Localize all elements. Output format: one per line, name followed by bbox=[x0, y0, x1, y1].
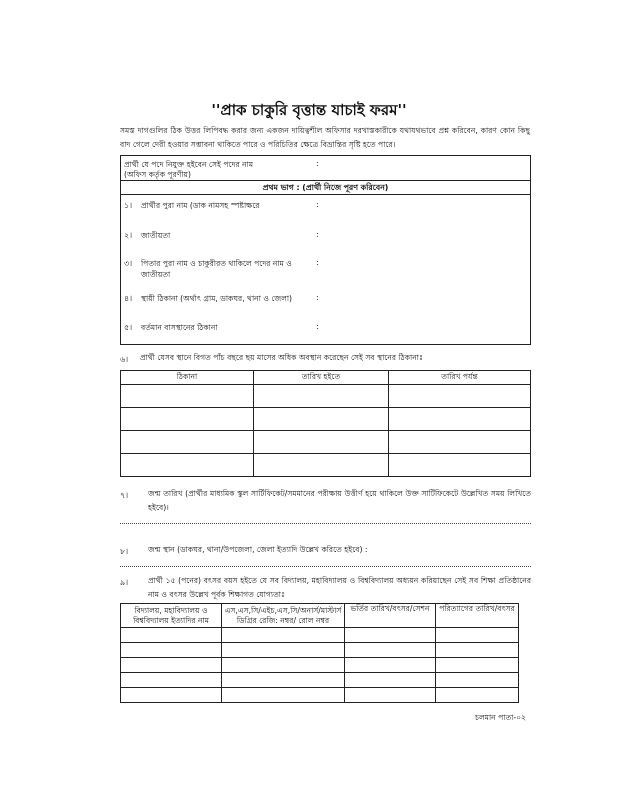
table-row bbox=[121, 408, 531, 431]
q8-text: জন্ম স্থান (ডাকঘর, থানা/উপজেলা, জেলা ইত্যাদি উল্লেখ করিতে হইবে) : bbox=[148, 545, 368, 554]
table-row bbox=[121, 688, 519, 703]
applicant-info-box bbox=[120, 155, 531, 345]
item-number: ২। bbox=[124, 231, 133, 240]
full-name-label: প্রার্থীর পুরা নাম (ডাক নামসহ স্পষ্টাক্ষরে bbox=[141, 201, 260, 210]
q6-number: ৬। bbox=[120, 355, 129, 364]
item-number: ৪। bbox=[124, 294, 133, 303]
page-title: ''প্রাক চাকুরি বৃত্তান্ত যাচাই ফরম'' bbox=[211, 101, 407, 119]
item-number: ৫। bbox=[124, 323, 133, 332]
q8-number: ৮। bbox=[120, 547, 129, 556]
q6-text: প্রার্থী যেসব স্থানে বিগত পাঁচ বছরে ছয় মাসের অধিক অবস্থান করেছেন সেই সব স্থানের ঠিকানাঃ bbox=[140, 353, 424, 362]
col-header: পরিত্যাগের তারিখ/বৎসর bbox=[436, 604, 519, 628]
fill-line bbox=[120, 523, 531, 524]
table-row bbox=[121, 431, 531, 454]
present-address-label: বর্তমান বাসস্থানের ঠিকানা bbox=[141, 323, 218, 332]
section-heading: প্রথম ভাগ : (প্রার্থী নিজে পূরণ করিবেন) bbox=[262, 183, 389, 192]
fill-line bbox=[120, 566, 531, 567]
father-nationality-label: জাতীয়তা bbox=[141, 270, 171, 279]
item-number: ৩। bbox=[124, 259, 133, 268]
education-table bbox=[120, 603, 519, 703]
col-header: তারিখ হইতে bbox=[254, 371, 389, 385]
field-colon: : bbox=[316, 293, 319, 302]
table-row bbox=[121, 628, 519, 643]
field-colon: : bbox=[316, 230, 319, 239]
father-name-label: পিতার পুরা নাম ও চাকুরীরত থাকিলে পদের নাম ও bbox=[141, 259, 292, 268]
post-name-colon: : bbox=[316, 159, 319, 168]
q7-number: ৭। bbox=[120, 491, 129, 500]
table-row bbox=[121, 658, 519, 673]
post-name-label: প্রার্থী যে পদে নিযুক্ত হইবেন সেই পদের নাম bbox=[124, 160, 254, 169]
col-header: বিদ্যালয়, মহাবিদ্যালয় ও বিশ্ববিদ্যালয় ইত্যাদির নাম bbox=[121, 604, 222, 628]
q9-text: প্রার্থী ১৫ (পনের) বৎসর বয়স হইতে যে সব বিদ্যালয়, মহাবিদ্যালয় ও বিশ্ববিদ্যালয় অধ্যয়ন করিয়াছেন সেই সব শিক্ষা প্রতিষ্ঠানের নাম ও বৎসর উল্লেখ পূর্বক শিক্ষাগত যোগ্যতাঃ bbox=[148, 576, 531, 599]
table-row bbox=[121, 385, 531, 408]
intro-paragraph: সমস্ত দাগগুলির ঠিক উত্তর লিপিবদ্ধ করার জন্য একজন দায়িত্বশীল অফিসার দরখাস্তকারীকে যথাযথভাবে প্রশ্ন করিবেন, কারণ কোন কিছু বাদ গেলে দেরী হওয়ার সম্ভাবনা থাকিতে পারে ও পরিচিতির ক্ষেত্রে বিভ্রান্তির সৃষ্টি হতে পারে। bbox=[120, 126, 530, 149]
field-colon: : bbox=[316, 258, 319, 267]
table-row bbox=[121, 454, 531, 477]
item-number: ১। bbox=[124, 201, 133, 210]
page-continuation: চলমান পাতা-০২ bbox=[475, 713, 526, 722]
nationality-label: জাতীয়তা bbox=[141, 231, 171, 240]
col-header: এস,এস,সি/এইচ,এস,সি/অনার্স/মাস্টার্স ডিগ্রির রেজি: নম্বর/ রোল নম্বর bbox=[222, 604, 345, 628]
field-colon: : bbox=[316, 200, 319, 209]
field-colon: : bbox=[316, 322, 319, 331]
col-header: ভর্তির তারিখ/বৎসর/সেশন bbox=[345, 604, 436, 628]
residence-table bbox=[120, 370, 531, 477]
post-name-note: (অফিস কর্তৃক পূরণীয়) bbox=[124, 170, 191, 179]
table-row bbox=[121, 643, 519, 658]
q7-text: জন্ম তারিখ (প্রার্থীর মাধ্যমিক স্কুল সার্টিফিকেট/সমমানের পরীক্ষায় উত্তীর্ণ হয়ে থাকিলে উক্ত সার্টিফিকেটে উল্লেখিত সময় লিখিতে হইবে)। bbox=[148, 489, 531, 512]
permanent-address-label: স্থায়ী ঠিকানা (অর্থাৎ গ্রাম, ডাকঘর, থানা ও জেলা) bbox=[141, 294, 293, 303]
col-header: ঠিকানা bbox=[121, 371, 254, 385]
q9-number: ৯। bbox=[120, 578, 129, 587]
table-row bbox=[121, 673, 519, 688]
col-header: তারিখ পর্যন্ত bbox=[389, 371, 531, 385]
